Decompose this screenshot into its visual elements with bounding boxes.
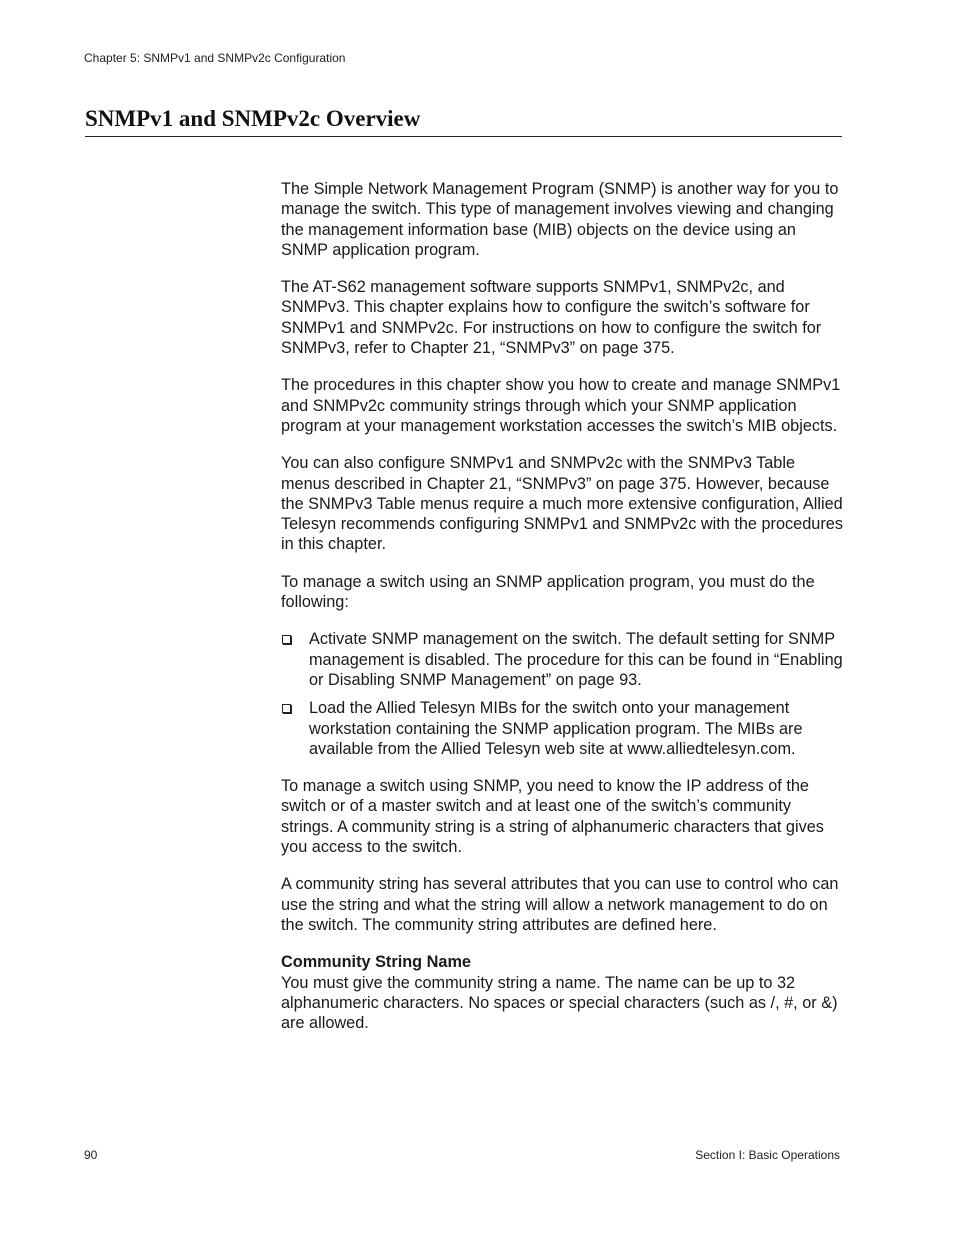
paragraph: To manage a switch using an SNMP application program, you must do the following: <box>281 572 815 612</box>
list-item <box>281 698 843 759</box>
list-item-text: Load the Allied Telesyn MIBs for the switch onto your management workstation containing the SNMP application program. The MIBs are available from the Allied Telesyn web site at www.alliedtelesyn.com. <box>309 699 803 758</box>
paragraph: The Simple Network Management Program (SNMP) is another way for you to manage the switch. This type of management involves viewing and changing the management information base (MIB) objects on the device using an SNMP application program. <box>281 180 839 259</box>
subsection-heading: Community String Name <box>281 953 471 972</box>
bullet-list <box>281 629 843 759</box>
subsection-text: You must give the community string a name. The name can be up to 32 alphanumeric characters. No spaces or special characters (such as /, #, or &) are allowed. <box>281 973 838 1033</box>
running-footer: Section I: Basic Operations <box>695 1148 840 1162</box>
checkbox-bullet-icon <box>282 704 291 713</box>
list-item <box>281 629 843 690</box>
paragraph: To manage a switch using SNMP, you need to know the IP address of the switch or of a master switch and at least one of the switch’s community strings. A community string is a string of alphanumeric characters that gives you access to the switch. <box>281 777 824 857</box>
paragraph: The AT-S62 management software supports SNMPv1, SNMPv2c, and SNMPv3. This chapter explains how to configure the switch’s software for SNMPv1 and SNMPv2c. For instructions on how to configure the switch for SNMPv3, refer to Chapter 21, “SNMPv3” on page 375. <box>281 278 822 358</box>
section-title: SNMPv1 and SNMPv2c Overview <box>85 106 842 137</box>
checkbox-bullet-icon <box>282 635 291 644</box>
paragraph: A community string has several attributes that you can use to control who can use the string and what the string will allow a network management to do on the switch. The community string attributes are defined here. <box>281 875 839 934</box>
list-item-text: Activate SNMP management on the switch. The default setting for SNMP management is disabled. The procedure for this can be found in “Enabling or Disabling SNMP Management” on page 93. <box>309 630 843 689</box>
subsection <box>281 952 843 1033</box>
paragraph: You can also configure SNMPv1 and SNMPv2c with the SNMPv3 Table menus described in Chapter 21, “SNMPv3” on page 375. However, because the SNMPv3 Table menus require a much more extensive configuration, Allied Telesyn recommends configuring SNMPv1 and SNMPv2c with the procedures in this chapter. <box>281 454 843 554</box>
running-header: Chapter 5: SNMPv1 and SNMPv2c Configuration <box>84 51 346 65</box>
paragraph: The procedures in this chapter show you how to create and manage SNMPv1 and SNMPv2c community strings through which your SNMP application program at your management workstation accesses the switch’s MIB objects. <box>281 376 841 435</box>
page-number: 90 <box>84 1148 98 1162</box>
body-text <box>281 179 843 1050</box>
